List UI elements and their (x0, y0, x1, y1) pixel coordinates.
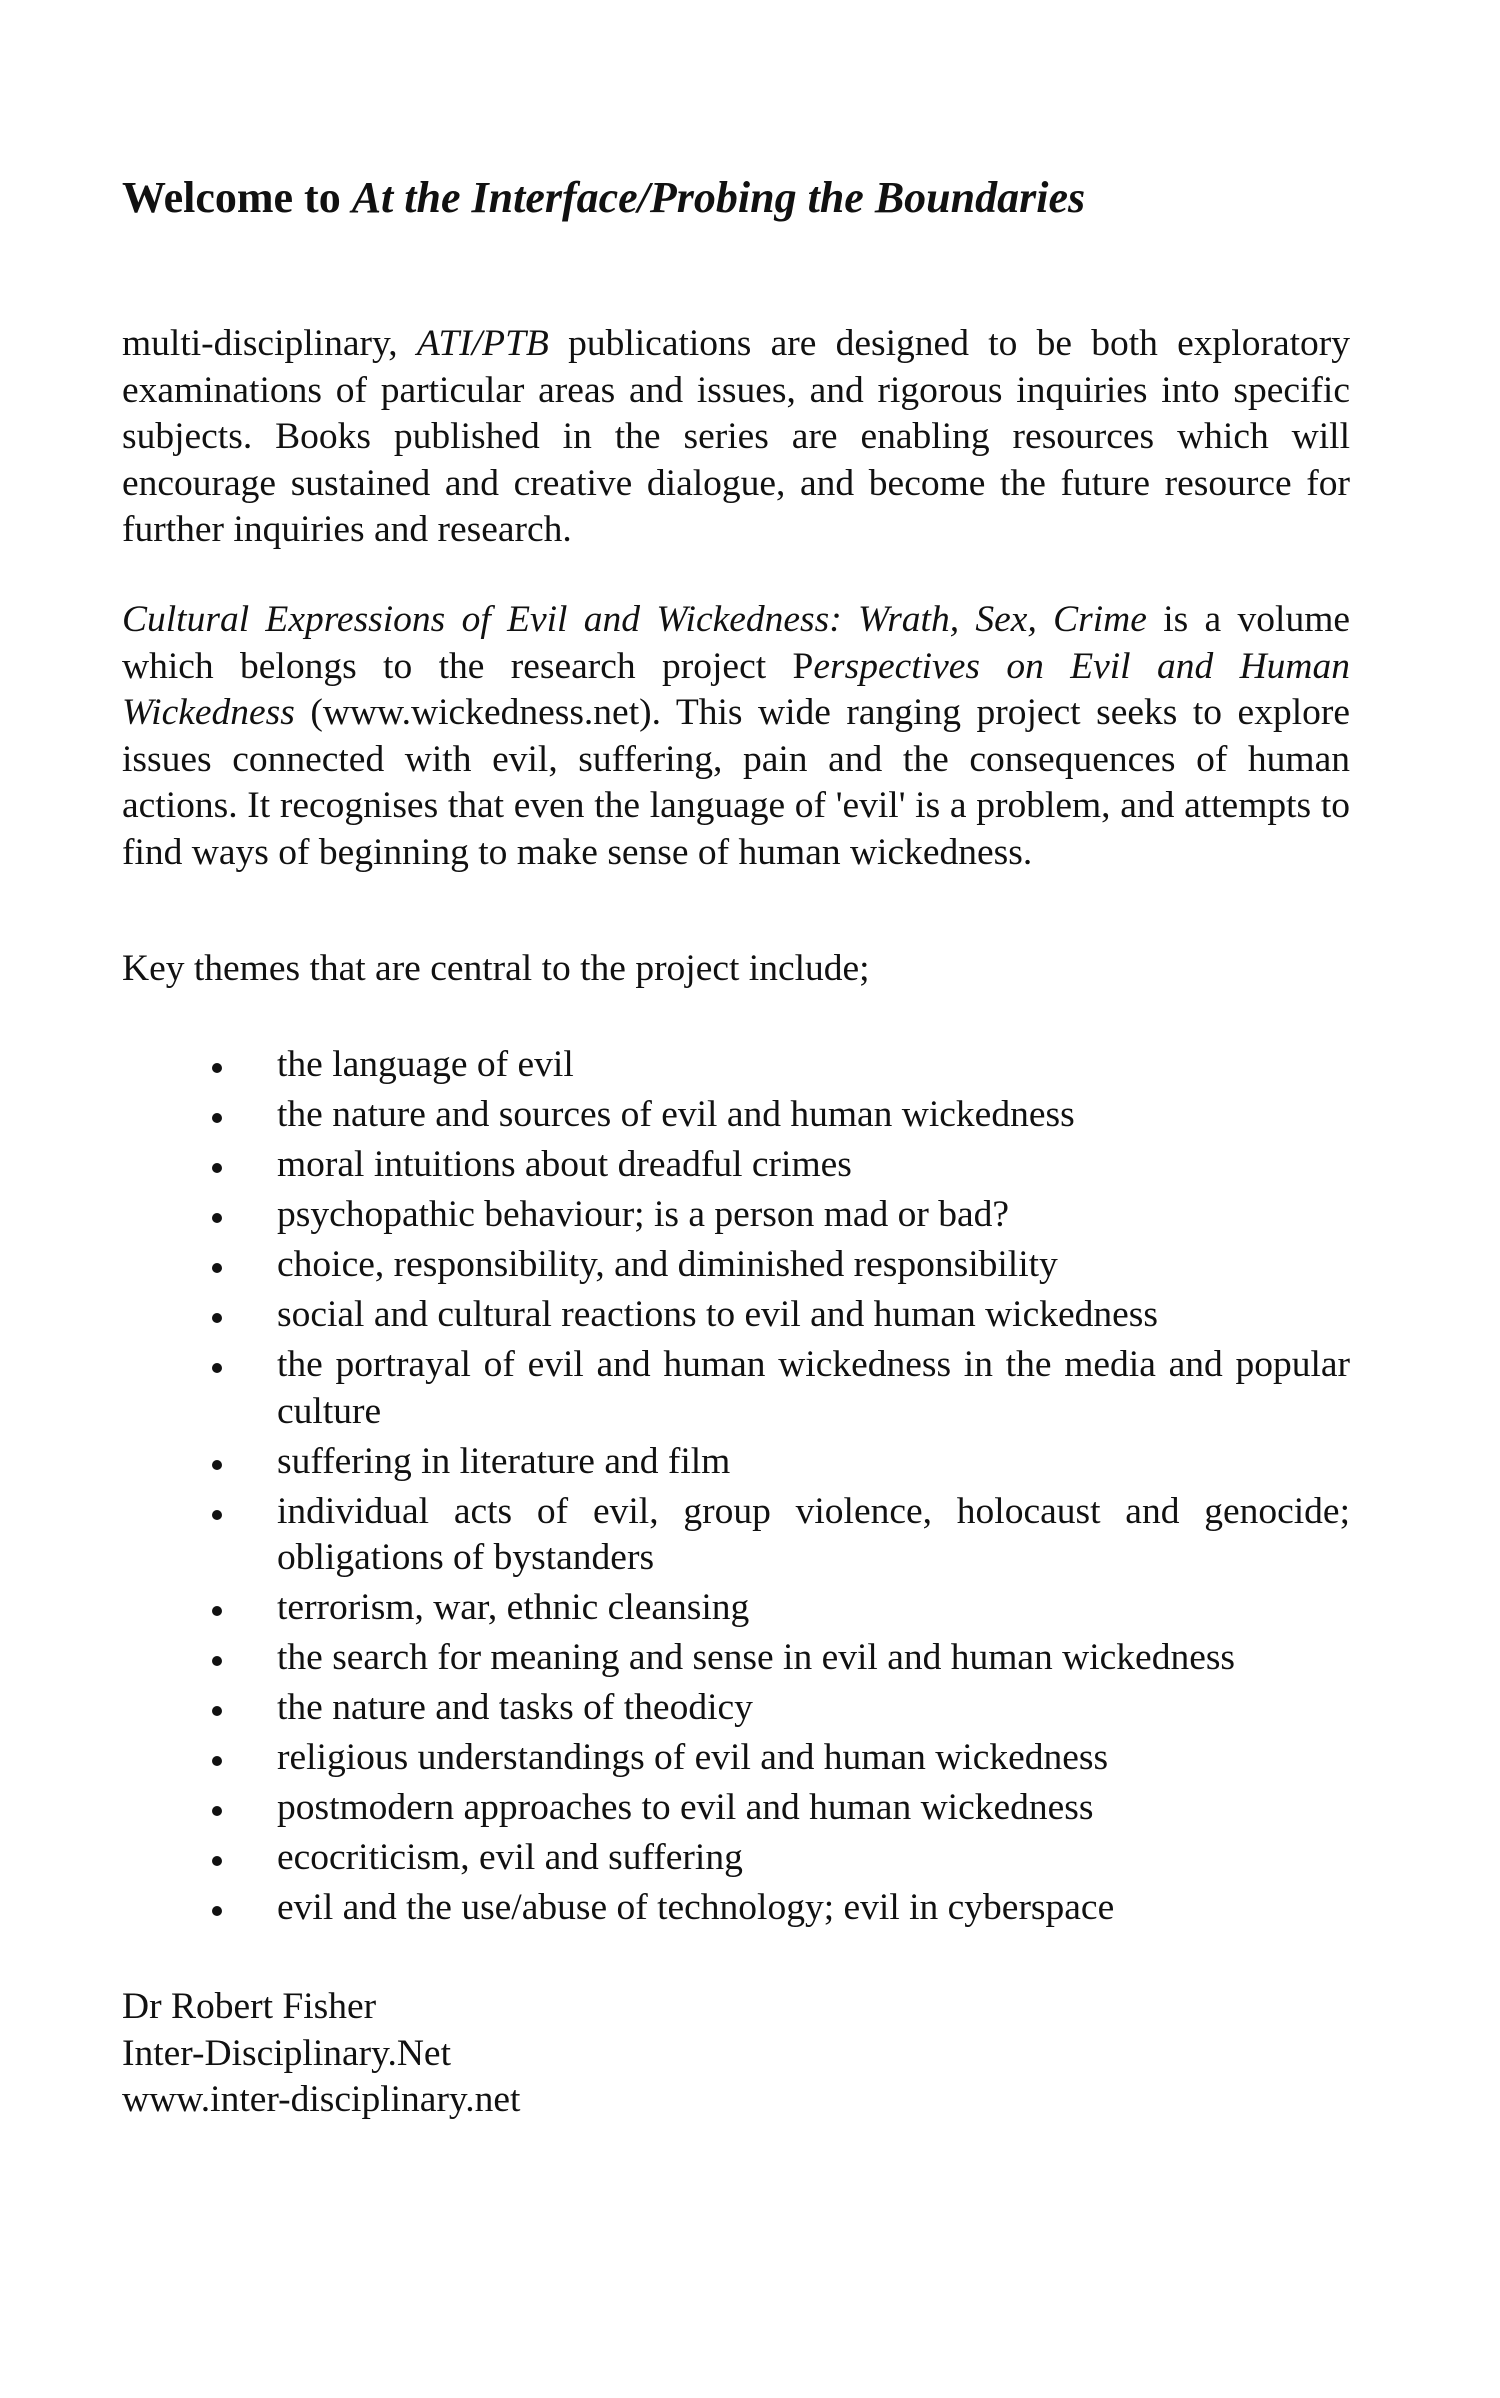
theme-text: moral intuitions about dreadful crimes (277, 1144, 852, 1185)
bullet-icon (212, 1856, 222, 1866)
list-item (122, 1439, 1350, 1486)
list-item (122, 1585, 1350, 1632)
list-item (122, 1142, 1350, 1189)
bullet-icon (212, 1906, 222, 1916)
volume-text-rest: (www.wickedness.net). This wide ranging project seeks to explore issues connected with evil, suffering, pain and the consequences of human actions. It recognises that even the language of 'evil' is a problem, and attempts to find ways of beginning to make sense of human wickedness. (122, 692, 1350, 873)
bullet-icon (212, 1606, 222, 1616)
theme-text: the language of evil (277, 1044, 574, 1085)
volume-paragraph (122, 597, 1350, 876)
bullet-icon (212, 1363, 222, 1373)
series-abbrev: ATI/PTB (416, 323, 549, 364)
series-title: At the Interface/Probing the Boundaries (351, 173, 1086, 222)
bullet-icon (212, 1756, 222, 1766)
bullet-icon (212, 1163, 222, 1173)
bullet-icon (212, 1460, 222, 1470)
signature-name: Dr Robert Fisher (122, 1986, 377, 2027)
list-item (122, 1242, 1350, 1289)
list-item (122, 1735, 1350, 1782)
bullet-icon (212, 1656, 222, 1666)
bullet-icon (212, 1113, 222, 1123)
bullet-icon (212, 1706, 222, 1716)
list-item (122, 1885, 1350, 1932)
project-title: erspectives on Evil and Human Wickedness (122, 645, 1350, 733)
theme-text: religious understandings of evil and human wickedness (277, 1737, 1109, 1778)
theme-text: suffering in literature and film (277, 1440, 731, 1482)
theme-text: individual acts of evil, group violence, holocaust and genocide; obligations of bystanders (277, 1490, 1350, 1578)
intro-text-start: multi-disciplinary, (122, 323, 417, 364)
theme-text: the portrayal of evil and human wickedness in the media and popular culture (277, 1344, 1350, 1432)
theme-text: evil and the use/abuse of technology; evil in cyberspace (277, 1887, 1115, 1928)
intro-text-rest: publications are designed to be both exploratory examinations of particular areas and issues, and rigorous inquiries into specific subjects. Books published in the series are enabling resources which will encourage sustained and creative dialogue, and become the future resource for further inquiries and research. (122, 323, 1350, 550)
intro-paragraph (122, 321, 1350, 554)
bullet-icon (212, 1806, 222, 1816)
theme-text: psychopathic behaviour; is a person mad or bad? (277, 1194, 1010, 1235)
signature-website: www.inter-disciplinary.net (122, 2079, 521, 2120)
list-item (122, 1489, 1350, 1582)
page-title (122, 172, 1085, 225)
themes-list (122, 1042, 1350, 1935)
volume-text-start: is a volume which belongs to the research project P (122, 599, 1351, 687)
theme-text: the nature and tasks of theodicy (277, 1687, 753, 1728)
theme-text: choice, responsibility, and diminished responsibility (277, 1244, 1058, 1285)
bullet-icon (212, 1510, 222, 1520)
list-item (122, 1042, 1350, 1089)
volume-title: Cultural Expressions of Evil and Wickedness: Wrath, Sex, Crime (122, 599, 1147, 640)
bullet-icon (212, 1263, 222, 1273)
title-prefix: Welcome to (122, 173, 352, 222)
bullet-icon (212, 1213, 222, 1223)
list-item (122, 1292, 1350, 1339)
bullet-icon (212, 1063, 222, 1073)
theme-text: postmodern approaches to evil and human wickedness (277, 1787, 1094, 1828)
bullet-icon (212, 1313, 222, 1323)
list-item (122, 1192, 1350, 1239)
list-item (122, 1342, 1350, 1435)
signature-organization: Inter-Disciplinary.Net (122, 2032, 451, 2074)
list-item (122, 1835, 1350, 1882)
theme-text: ecocriticism, evil and suffering (277, 1837, 743, 1878)
list-item (122, 1635, 1350, 1682)
list-item (122, 1685, 1350, 1732)
signature-block (122, 1984, 520, 2124)
themes-intro: Key themes that are central to the project include; (122, 948, 870, 989)
theme-text: the search for meaning and sense in evil and human wickedness (277, 1637, 1236, 1678)
theme-text: social and cultural reactions to evil and human wickedness (277, 1294, 1158, 1335)
theme-text: the nature and sources of evil and human wickedness (277, 1094, 1075, 1135)
theme-text: terrorism, war, ethnic cleansing (277, 1587, 750, 1628)
list-item (122, 1092, 1350, 1139)
list-item (122, 1785, 1350, 1832)
